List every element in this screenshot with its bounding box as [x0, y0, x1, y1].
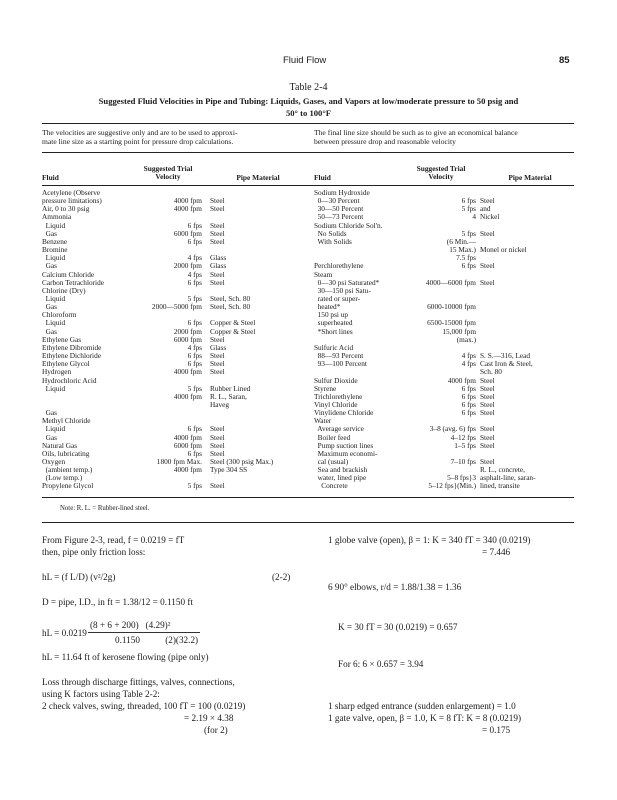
fluid-cell: Liquid	[42, 293, 66, 303]
text-line: From Figure 2-3, read, f = 0.0219 = fT	[42, 535, 185, 545]
fluid-cell: Carbon Tetrachloride	[42, 277, 104, 287]
col-header-fluid-left: Fluid	[42, 173, 59, 182]
velocity-cell: 6 fps	[187, 236, 202, 246]
rule-note-bottom	[42, 522, 574, 523]
velocity-cell: 6 fps	[187, 277, 202, 287]
col-header-fluid-right: Fluid	[314, 173, 331, 182]
velocity-cell: 4000 fpm	[447, 375, 476, 385]
fluid-cell: 0—30 psi Saturated*	[314, 277, 380, 287]
fluid-cell: Gas	[42, 432, 57, 442]
col-header-material-left: Pipe Material	[236, 173, 280, 182]
text-line: 1 sharp edged entrance (sudden enlargement) = 1.0	[328, 701, 516, 711]
fluid-cell: Oxygen	[42, 456, 66, 466]
fluid-cell: 30—150 psi Satu-	[314, 285, 371, 295]
fluid-cell: Sodium Hydroxide	[314, 188, 370, 197]
fraction-bar	[88, 632, 200, 633]
velocity-cell: 1800 fpm Max.	[156, 456, 202, 466]
velocity-cell: 1–5 fps	[454, 440, 476, 450]
material-cell: Sch. 80	[480, 367, 502, 377]
velocity-cell: 6 fps	[461, 196, 476, 206]
velocity-cell: 6 fps	[187, 448, 202, 458]
intro-left-line: The velocities are suggestive only and are to be used to approxi-	[42, 128, 238, 137]
velocity-header-line: Velocity	[155, 172, 181, 181]
velocity-header-line: Suggested Trial	[416, 164, 466, 173]
text-line: then, pipe only friction loss:	[42, 547, 146, 557]
velocity-cell: 4 fps	[461, 351, 476, 360]
material-cell: and	[480, 204, 491, 214]
material-cell: Nickel	[480, 212, 500, 222]
fluid-cell: (ambient temp.)	[42, 465, 93, 475]
fluid-cell: Boiler feed	[314, 432, 351, 442]
fluid-cell: Gas	[42, 326, 57, 336]
velocity-cell: 6500-15000 fpm	[427, 318, 476, 328]
text-line: (for 2)	[204, 725, 228, 735]
fluid-cell: Vinylidene Chloride	[314, 408, 374, 418]
material-cell: Rubber Lined	[210, 383, 251, 393]
material-cell: Steel (300 psig Max.)	[210, 456, 274, 466]
fluid-cell: Liquid	[42, 424, 66, 434]
fluid-cell: Chlorine (Dry)	[42, 285, 86, 295]
velocity-cell: 4	[472, 212, 476, 222]
velocity-cell: 4 fps	[461, 359, 476, 369]
intro-right-line: The final line size should be such as to give an economical balance	[314, 128, 518, 137]
fluid-cell: Ethylene Glycol	[42, 359, 90, 369]
material-cell: Steel	[210, 334, 225, 344]
fluid-cell: *Short lines	[314, 326, 353, 336]
material-cell: Steel	[210, 359, 225, 369]
material-cell: Steel	[210, 481, 225, 491]
fluid-cell: 93—100 Percent	[314, 359, 367, 369]
fluid-cell: Sea and brackish	[314, 465, 368, 475]
velocity-header-line: Velocity	[428, 172, 454, 181]
material-cell: Steel	[210, 351, 225, 360]
material-cell: Steel	[480, 424, 495, 434]
fluid-cell: Chloroform	[42, 310, 77, 320]
table-note: Note: R. L. = Rubber-lined steel.	[60, 505, 150, 512]
intro-right	[314, 128, 518, 146]
velocity-cell: 5 fps	[187, 293, 202, 303]
text-line: Loss through discharge fittings, valves, connections,	[42, 677, 235, 687]
fluid-cell: Liquid	[42, 220, 66, 230]
fluid-cell: Concrete	[314, 481, 348, 491]
material-cell: Steel	[480, 196, 495, 206]
velocity-cell: 4000—6000 fpm	[425, 277, 476, 287]
text-line: K = 30 fT = 30 (0.0219) = 0.657	[338, 622, 458, 632]
fluid-cell: superheated	[314, 318, 353, 328]
material-cell: Steel	[210, 440, 225, 450]
velocity-cell: 6 fps	[187, 351, 202, 360]
equation-number: (2-2)	[272, 572, 291, 582]
material-cell: S. S.—316, Lead	[480, 351, 531, 360]
col-header-velocity-left	[124, 165, 212, 181]
material-cell: Steel, Sch. 80	[210, 293, 251, 303]
fluid-cell: Water	[314, 416, 332, 426]
velocity-cell: 6 fps	[187, 359, 202, 369]
text-line: hL = 11.64 ft of kerosene flowing (pipe only)	[42, 652, 209, 662]
material-cell: Steel	[480, 261, 495, 271]
velocity-cell: 4000 fpm	[173, 196, 202, 206]
fluid-cell: Ethylene Dichloride	[42, 351, 101, 360]
velocity-cell: 6 fps	[187, 424, 202, 434]
text-line: For 6: 6 × 0.657 = 3.94	[338, 659, 424, 669]
material-cell: Steel	[480, 456, 495, 466]
text-line: 2 check valves, swing, threaded, 100 fT = 100 (0.0219)	[42, 701, 246, 711]
equation-denominator: 0.1150 (2)(32.2)	[115, 635, 199, 645]
fluid-cell: Sulfuric Acid	[314, 342, 354, 352]
velocity-cell: 2000—5000 fpm	[151, 302, 202, 312]
velocity-cell: 6 fps	[461, 261, 476, 271]
fluid-cell: Steam	[314, 269, 333, 279]
fluid-cell: 50—73 Percent	[314, 212, 364, 222]
fluid-cell: Ammonia	[42, 212, 72, 222]
fluid-cell: Gas	[42, 408, 57, 418]
material-cell: Glass	[210, 261, 227, 271]
velocity-cell: 4 fps	[187, 342, 202, 352]
text-line: D = pipe, I.D., in ft = 1.38/12 = 0.1150 ft	[42, 597, 193, 607]
material-cell: Glass	[210, 342, 227, 352]
fluid-cell: Ethylene Gas	[42, 334, 82, 344]
fluid-cell: Bromine	[42, 245, 68, 255]
text-line: 1 gate valve, open, β = 1.0, K = 8 fT: K = 8 (0.0219)	[328, 713, 522, 723]
fluid-cell: Liquid	[42, 383, 66, 393]
velocity-cell: 6000 fpm	[173, 440, 202, 450]
velocity-cell: 15 Max.)	[449, 245, 476, 255]
material-cell: Steel	[480, 228, 495, 238]
material-cell: Steel	[210, 269, 225, 279]
material-cell: Steel	[480, 375, 495, 385]
text-line: = 0.175	[482, 725, 511, 735]
fluid-cell: Average service	[314, 424, 364, 434]
fluid-cell: Hydrochloric Acid	[42, 375, 97, 385]
velocity-cell: 2000 fpm	[173, 261, 202, 271]
fluid-cell: Propylene Glycol	[42, 481, 94, 491]
fluid-cell: Pump suction lines	[314, 440, 374, 450]
material-cell: Steel	[210, 196, 225, 206]
material-cell: Copper & Steel	[210, 326, 256, 336]
material-cell: Steel	[480, 383, 495, 393]
fluid-cell: Liquid	[42, 318, 66, 328]
fluid-cell: (Low temp.)	[42, 473, 83, 483]
material-cell: Type 304 SS	[210, 465, 248, 475]
text-line: 1 globe valve (open), β = 1: K = 340 fT = 340 (0.0219)	[328, 535, 531, 545]
table-title-line1: Suggested Fluid Velocities in Pipe and Tubing: Liquids, Gases, and Vapors at low/moderate pressure to 50 psig and	[98, 96, 519, 106]
rule-header-top	[42, 152, 574, 153]
col-header-material-right: Pipe Material	[508, 173, 552, 182]
velocity-cell: 4000 fpm	[173, 391, 202, 401]
fluid-cell: Calcium Chloride	[42, 269, 95, 279]
velocity-cell: 4000 fpm	[173, 367, 202, 377]
velocity-cell: 6000 fpm	[173, 334, 202, 344]
material-cell: Steel	[480, 277, 495, 287]
velocity-cell: 6 fps	[461, 383, 476, 393]
material-cell: lined, transite	[480, 481, 520, 491]
velocity-cell: 5 fps	[187, 481, 202, 491]
material-cell: Steel	[210, 277, 225, 287]
fluid-cell: rated or super-	[314, 293, 361, 303]
velocity-cell: 2000 fpm	[173, 326, 202, 336]
velocity-cell: 15,000 fpm	[442, 326, 476, 336]
fluid-cell: Perchlorethylene	[314, 261, 364, 271]
velocity-cell: 5 fps	[461, 204, 476, 214]
fluid-cell: Maximum economi-	[314, 448, 378, 458]
velocity-cell: 4–12 fps	[450, 432, 476, 442]
text-line: = 7.446	[482, 547, 511, 557]
fluid-cell: Trichlorethylene	[314, 391, 363, 401]
velocity-header-line: Suggested Trial	[143, 164, 193, 173]
fluid-cell: Gas	[42, 261, 57, 271]
velocity-cell: 4 fps	[187, 253, 202, 263]
material-cell: Haveg	[210, 399, 230, 409]
equation-friction-loss: hL = (f L/D) (v²/2g)	[42, 572, 116, 582]
material-cell: Steel	[210, 432, 225, 442]
fluid-cell: Hydrogen	[42, 367, 72, 377]
velocity-cell: 4000 fpm	[173, 432, 202, 442]
text-line: = 2.19 × 4.38	[184, 713, 234, 723]
fluid-cell: Gas	[42, 228, 57, 238]
fluid-cell: Vinyl Chloride	[314, 399, 358, 409]
velocity-cell: 6000-10000 fpm	[427, 302, 476, 312]
velocity-cell: (max.)	[456, 334, 476, 344]
fluid-cell: With Solids	[314, 236, 352, 246]
velocity-cell: (6 Min.—	[446, 236, 476, 246]
fluid-cell: cal (usual)	[314, 456, 349, 466]
intro-left-line: mate line size as a starting point for pressure drop calculations.	[42, 137, 234, 146]
equation-calc-lead: hL = 0.0219	[42, 628, 87, 638]
material-cell: Steel	[480, 399, 495, 409]
material-cell: Steel	[210, 228, 225, 238]
velocity-cell: 3–8 (avg. 6) fps	[429, 424, 476, 434]
fluid-cell: Air, 0 to 30 psig	[42, 204, 90, 214]
intro-right-line: between pressure drop and reasonable velocity	[314, 137, 456, 146]
page-number: 85	[559, 55, 570, 66]
fluid-cell: water, lined pipe	[314, 473, 367, 483]
fluid-cell: Gas	[42, 302, 57, 312]
velocity-cell: 4000 fpm	[173, 204, 202, 214]
rule-top	[42, 123, 574, 124]
material-cell: R. L., Saran,	[210, 391, 247, 401]
material-cell: Steel	[480, 391, 495, 401]
equation-numerator: (8 + 6 + 200) (4.29)²	[90, 620, 171, 630]
velocity-cell: 5 fps	[461, 228, 476, 238]
fluid-cell: Oils, lubricating	[42, 448, 90, 458]
col-header-velocity-right	[398, 165, 484, 181]
fluid-cell: 0—30 Percent	[314, 196, 360, 206]
velocity-cell: 6 fps	[461, 399, 476, 409]
velocity-cell: 5–12 fps}(Min.)	[428, 481, 476, 491]
velocity-cell: 5–8 fps}3	[447, 473, 476, 483]
rule-header-bottom	[42, 185, 574, 186]
velocity-cell: 4 fps	[187, 269, 202, 279]
fluid-cell: Ethylene Dibromide	[42, 342, 102, 352]
fluid-cell: heated*	[314, 302, 341, 312]
velocity-cell: 7–10 fps	[450, 456, 476, 466]
fluid-cell: No Solids	[314, 228, 347, 238]
fluid-cell: Benzene	[42, 236, 68, 246]
material-cell: Steel	[210, 448, 225, 458]
material-cell: Steel, Sch. 80	[210, 302, 251, 312]
fluid-cell: Natural Gas	[42, 440, 78, 450]
table-number: Table 2-4	[289, 82, 328, 93]
material-cell: Steel	[210, 367, 225, 377]
intro-left	[42, 128, 237, 146]
velocity-cell: 6 fps	[187, 318, 202, 328]
text-line: 6 90° elbows, r/d = 1.88/1.38 = 1.36	[328, 582, 462, 592]
material-cell: Copper & Steel	[210, 318, 256, 328]
text-line: using K factors using Table 2-2:	[42, 689, 160, 699]
material-cell: Cast Iron & Steel,	[480, 359, 533, 369]
velocity-cell: 6000 fpm	[173, 228, 202, 238]
material-cell: asphalt-line, saran-	[480, 473, 536, 483]
material-cell: Steel	[210, 220, 225, 230]
velocity-cell: 7.5 fps	[456, 253, 476, 263]
velocity-cell: 4000 fpm	[173, 465, 202, 475]
fluid-cell: Acetylene (Observe	[42, 188, 101, 197]
fluid-cell: Methyl Chloride	[42, 416, 91, 426]
fluid-cell: 88—93 Percent	[314, 351, 364, 360]
material-cell: Steel	[480, 440, 495, 450]
material-cell: Steel	[210, 204, 225, 214]
velocity-cell: 6 fps	[461, 391, 476, 401]
material-cell: Steel	[480, 408, 495, 418]
velocity-cell: 6 fps	[461, 408, 476, 418]
fluid-cell: Sulfur Dioxide	[314, 375, 358, 385]
velocity-cell: 6 fps	[187, 220, 202, 230]
material-cell: Steel	[210, 236, 225, 246]
material-cell: Monel or nickel	[480, 245, 527, 255]
fluid-cell: Liquid	[42, 253, 66, 263]
fluid-cell: 150 psi up	[314, 310, 349, 320]
fluid-cell: 30—50 Percent	[314, 204, 364, 214]
velocity-cell: 5 fps	[187, 383, 202, 393]
material-cell: Glass	[210, 253, 227, 263]
material-cell: Steel	[210, 424, 225, 434]
material-cell: Steel	[480, 432, 495, 442]
fluid-cell: Styrene	[314, 383, 337, 393]
running-title: Fluid Flow	[283, 55, 327, 66]
rule-table-bottom	[42, 497, 574, 498]
fluid-cell: Sodium Chloride Sol'n.	[314, 220, 383, 230]
material-cell: R. L., concrete,	[480, 465, 525, 475]
fluid-cell: pressure limitations)	[42, 196, 102, 206]
table-title-line2: 50° to 100°F	[285, 108, 332, 118]
